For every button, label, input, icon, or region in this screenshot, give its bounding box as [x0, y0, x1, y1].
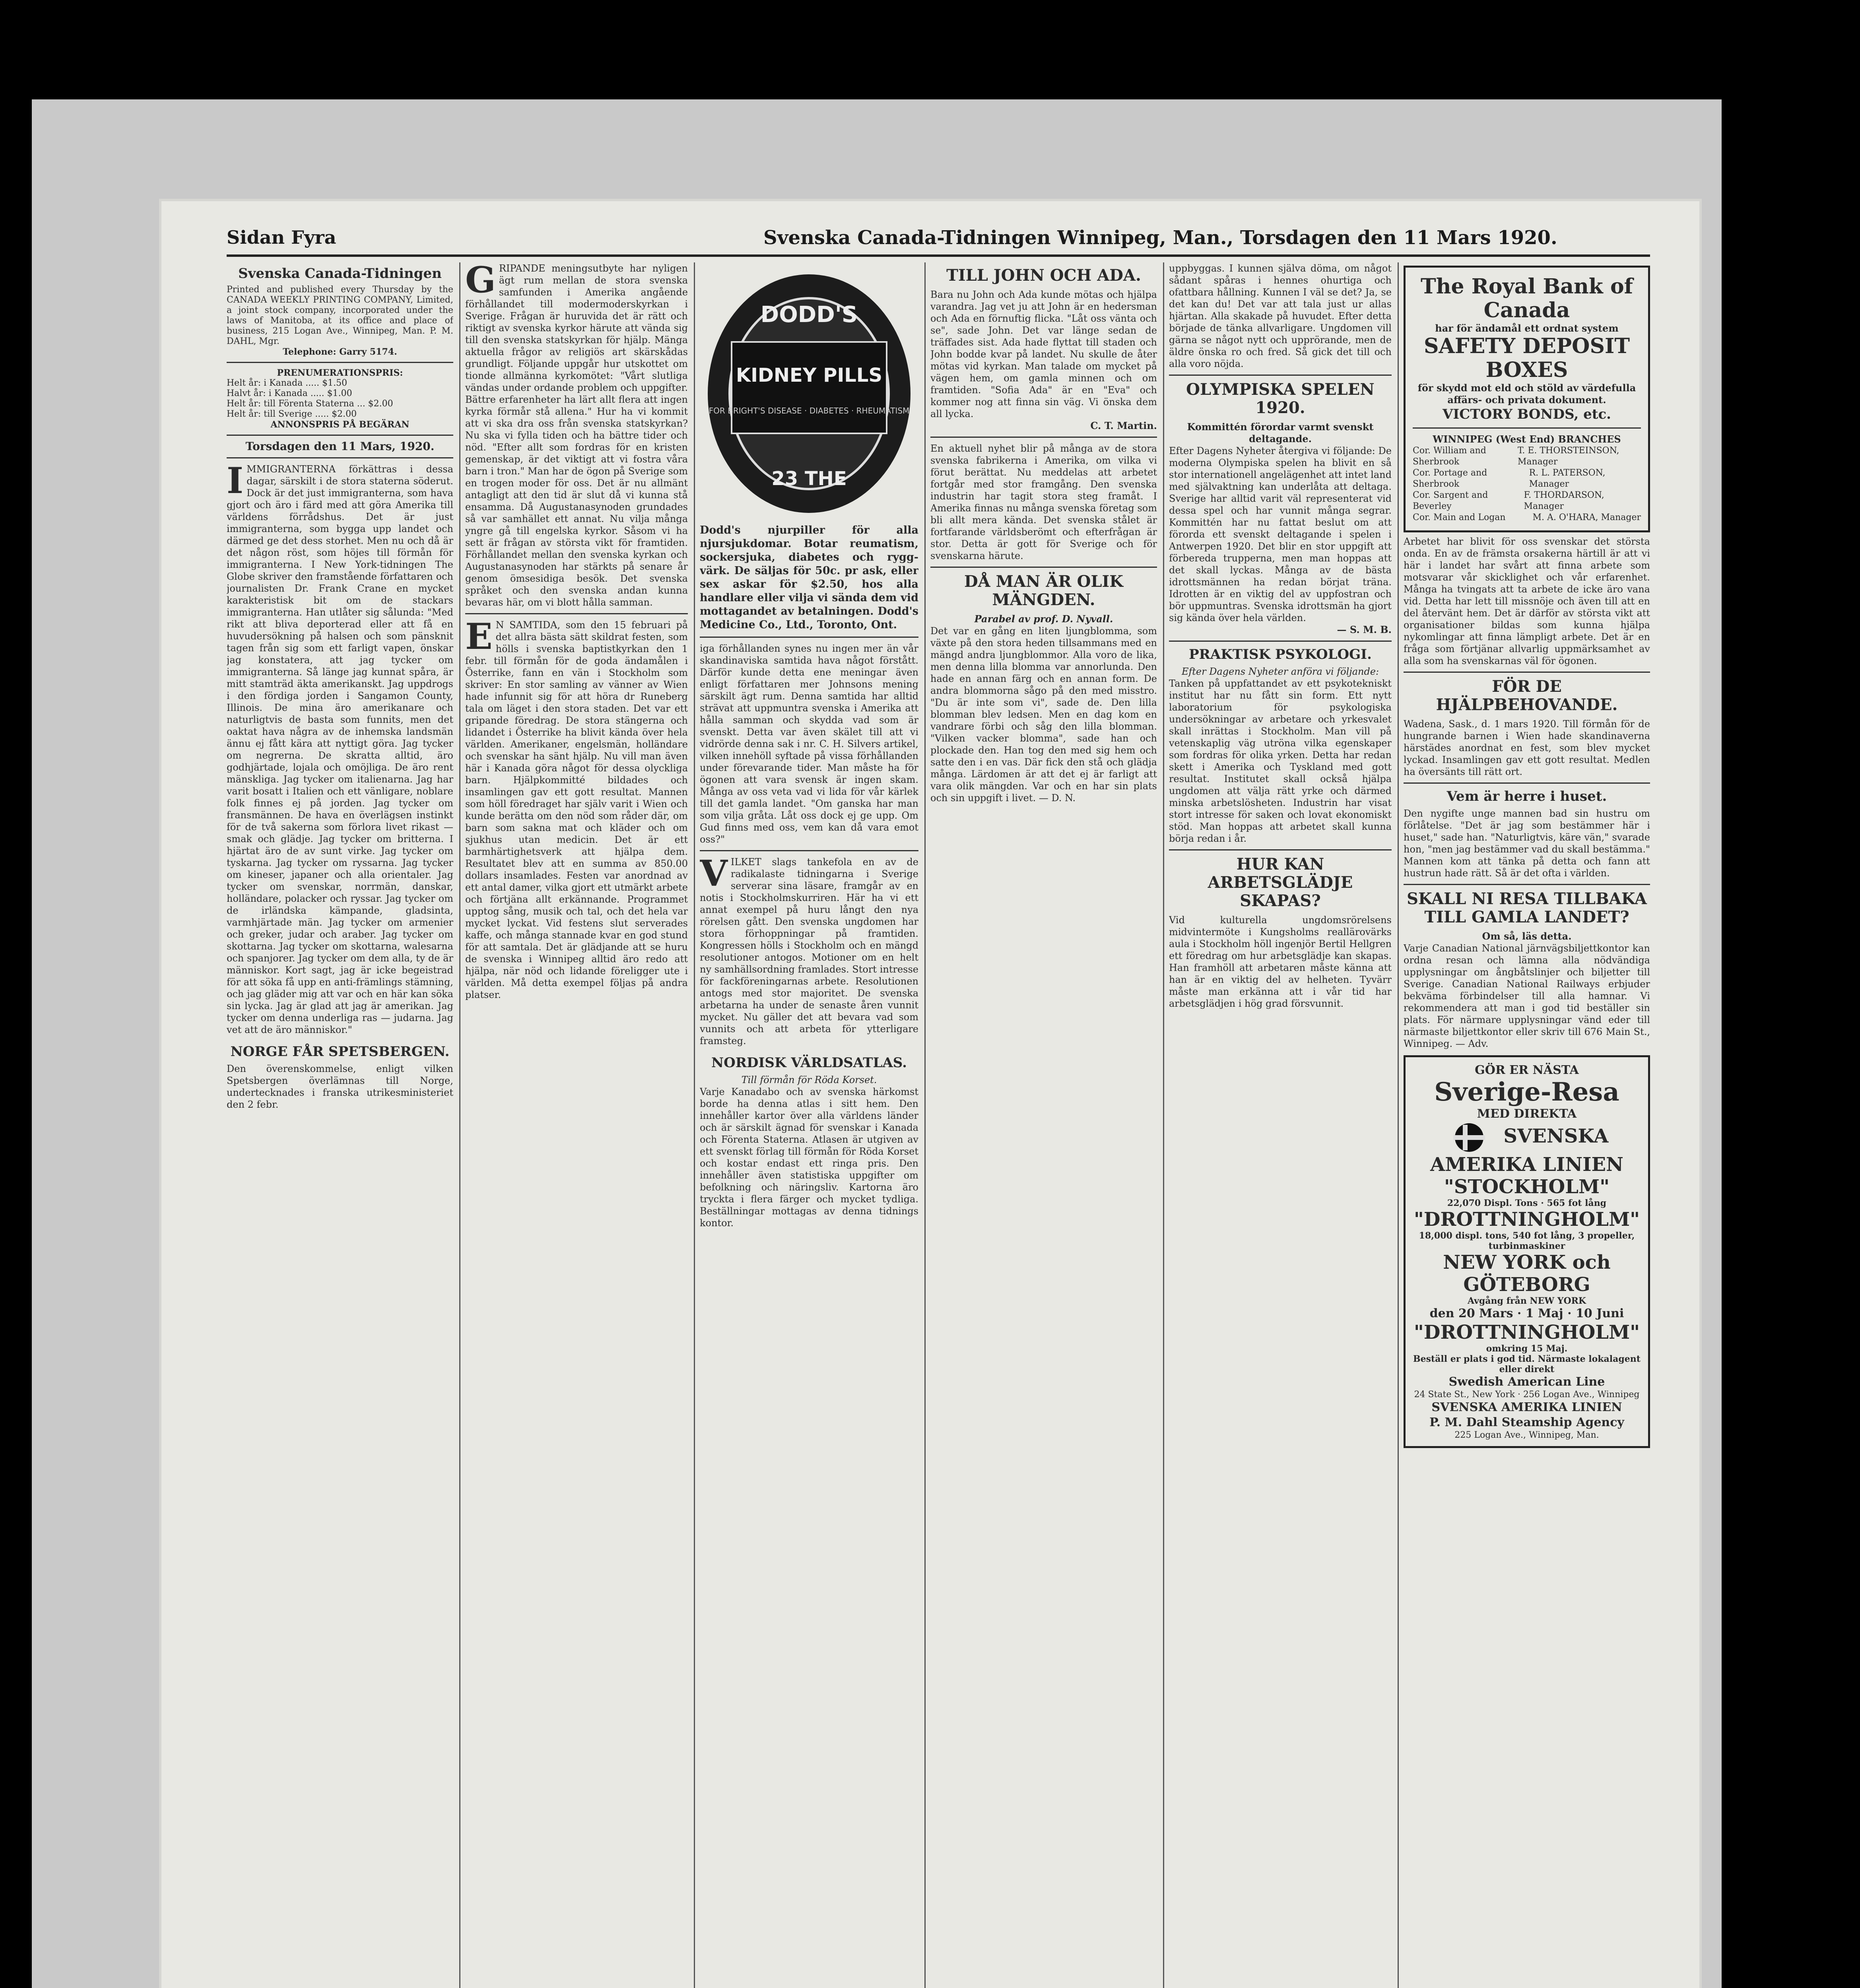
- article-body: Bara nu John och Ada kunde mötas och hjälpa varandra. Jag vet ju att John är en hedersman och Ada en förnuftig flicka. "Låt oss vänta och se", sade John. Det var länge sedan de träffades sist. Ada hade flyttat till staden och John bodde kvar på landet. Nu skulle de åter mötas vid kyrkan. Man talade om mycket på vägen hem, om gamla minnen och om framtiden. "Sofia Ada" är en "Eva" och kommer nog att finna sin väg. Vi önska dem all lycka.: [930, 289, 1157, 419]
- column-5: [1169, 262, 1392, 1988]
- subs-line: Halvt år: i Kanada ..... $1.00: [227, 388, 352, 398]
- ad-price: 23 THE: [771, 468, 847, 490]
- newspaper-page: [159, 199, 1702, 1988]
- ship-info: omkring 15 Maj.: [1486, 1343, 1568, 1354]
- route-sub: Avgång från NEW YORK: [1467, 1296, 1586, 1306]
- article: [465, 615, 688, 1001]
- article-body: Det var en gång en liten ljungblomma, som växte på den stora heden tillsammans med en mängd andra ljungblommor. Alla voro de lika, men denna lilla blomma var annorlunda. Den hade en annan färg och en annan form. De andra blommorna sågo på den med misstro. "Du är inte som vi", sade de. Den lilla blomman blev ledsen. Men en dag kom en vandrare förbi och såg den lilla blomman. "Vilken vacker blomma", sade han och plockade den. Han tog den med sig hem och satte den i en vas. Där fick den stå och glädja många. Lärdomen är att det ej är farligt att vara olik mängden. Var och en har sin plats och sin uppgift i livet. — D. N.: [930, 625, 1157, 804]
- agency: SVENSKA AMERIKA LINIEN: [1431, 1400, 1622, 1414]
- article-body: N SAMTIDA, som den 15 februari på det allra bästa sätt skildrat festen, som hölls i svenska baptistkyrkan den 1 febr. till förmån för de goda ändamålen i Österrike, fann en vän i Stockholm som skriver: En stor samling av vänner av Wien hade infunnit sig för att höra dr Runeberg tala om läget i den stora staden. Det var ett gripande föredrag. De stora stängerna och lidandet i Österrike ha blivit kända över hela världen. Amerikaner, engelsmän, holländare och svenskar ha sänt hjälp. Nu vill man även här i Kanada göra något för dessa olyckliga barn. Hjälpkommitté bildades och insamlingen gav ett gott resultat. Mannen som höll föredraget har själv varit i Wien och kunde berätta om den nöd som råder där, om barn som sakna mat och kläder och om sjukhus utan medicin. Det är ett barmhärtighetsverk att hjälpa dem. Resultatet blev att en summa av 850.00 dollars insamlades. Festen var anordnad av ett antal damer, vilka gjort ett utmärkt arbete och förtjäna allt erkännande. Programmet upptog sång, musik och tal, och det hela var mycket lyckat. Vid festens slut serverades kaffe, och många stannade kvar en god stund för att samtala. Det är glädjande att se huru de svenska i Winnipeg alltid äro redo att hjälpa, när nöd och lidande föreligger ute i världen. Må detta exempel följas på andra platser.: [465, 619, 688, 1000]
- article-subtitle: Till förmån för Röda Korset.: [741, 1074, 877, 1085]
- article-subtitle: Kommittén förordar varmt svenskt deltagande.: [1187, 421, 1374, 445]
- ads-heading: ANNONSPRIS PÅ BEGÄRAN: [270, 419, 410, 430]
- branches-title: WINNIPEG (West End) BRANCHES: [1433, 433, 1621, 445]
- branch-row: Cor. William and Sherbrook T. E. THORSTEINSON, Manager: [1413, 446, 1619, 467]
- ship-med: MED DIREKTA: [1477, 1107, 1577, 1121]
- royal-bank-ad: [1404, 266, 1650, 532]
- column-4: [930, 262, 1157, 1988]
- dropcap: V: [700, 852, 728, 895]
- article-title: SKALL NI RESA TILLBAKA TILL GAMLA LANDET?: [1407, 889, 1647, 926]
- ship-name: "DROTTNINGHOLM": [1413, 1321, 1640, 1343]
- ad-ring: FOR BRIGHT'S DISEASE · DIABETES · RHEUMATISM: [709, 406, 910, 415]
- bank-name: The Royal Bank of Canada: [1421, 274, 1633, 322]
- article-title: DÅ MAN ÄR OLIK MÄNGDEN.: [964, 572, 1124, 609]
- ad-name: KIDNEY PILLS: [736, 364, 883, 386]
- branches-list: [1413, 445, 1641, 523]
- subs-line: Helt år: i Kanada ..... $1.50: [227, 378, 348, 388]
- article-body: MMIGRANTERNA förkättras i dessa dagar, särskilt i de stora staterna söderut. Dock är det just immigranterna, som hava gjort och äro i färd med att göra Amerika till världens förrådshus. Det är just immigranterna, som bygga upp landet och därmed ge det dess storhet. Men nu och då är det någon röst, som höjes till förmån för immigranterna. I New York-tidningen The Globe skriver den framstående författaren och journalisten Dr. Frank Crane en mycket karakteristisk bit om de stackars immigranterna. Han utlåter sig sålunda: "Med rikt att bliva deporterad eller att få en huvudersökning på halsen och som pänsknit tagen från sig som ett farligt vapen, önskar jag konstatera, att jag tycker om immigranterna. Så länge jag kunnat spåra, är mitt stamträd äkta amerikanskt. Jag uppdrogs i den fördiga jorden i Sangamon County, Illinois. De mina äro amerikanare och naturligtvis de basta som funnits, men det oaktat hava några av de inhemska landsmän ännu ej fått kära att nyttigt göra. Jag tycker om negrerna. De skratta alltid, äro godhjärtade, lojala och omöjliga. De äro rent mänskliga. Jag tycker om italienarna. Jag har varit bosatt i Italien och ett vänligare, noblare folk finnes ej på jorden. Jag tycker om fransmännen. De hava en överlägsen instinkt för de två sakerna som förlora livet rikast — smak och glädje. Jag tycker om britterna. I hjärtat äro de av sunt virke. Jag tycker om tyskarna. Jag tycker om ryssarna. Jag tycker om kineser, japaner och alla orientaler. Jag tycker om svenskar, norrmän, danskar, holländare, polacker och ryssar. Jag tycker om de irländska kämpande, gladsinta, varmhjärtade män. Jag tycker om armenier och greker, judar och araber. Jag tycker om skottarna. Jag tycker om skottarna, walesarna och spanjorer. Jag tycker om dem alla, ty de är människor. Kort sagt, jag är icke begeistrad för att söka få upp en anti-främlings stämning, och jag gläder mig att var och en här kan söka sin lycka. Jag är glad att jag är amerikan. Jag tycker om denna underliga ras — judarna. Jag vet att de äro människor.": [227, 464, 453, 1035]
- page-label: Sidan Fyra: [227, 227, 336, 248]
- article: [465, 262, 688, 608]
- article-body: Den nygifte unge mannen bad sin hustru om förlåtelse. "Det är jag som bestämmer här i huset," sade han. "Naturligtvis, käre vän," svarade hon, "men jag bestämmer vad du skall bestämma." Mannen kom att tänka på detta och fann att hustrun hade rätt. Så är det ofta i världen.: [1404, 808, 1650, 879]
- agency-addr: 225 Logan Ave., Winnipeg, Man.: [1454, 1430, 1599, 1440]
- article-subtitle: Parabel av prof. D. Nyvall.: [974, 613, 1113, 625]
- page-header: [227, 223, 1650, 257]
- dateline: Torsdagen den 11 Mars, 1920.: [245, 440, 435, 453]
- article-title: NORGE FÅR SPETSBERGEN.: [230, 1044, 450, 1060]
- article-body: Arbetet har blivit för oss svenskar det största onda. En av de främsta orsakerna härtill är att vi här i landet har svårt att finna arbete som motsvarar vår skicklighet och vår erfarenhet. Många ha tvingats att ta arbete de icke äro vana vid. Detta har lett till missnöje och även till att en del återvänt hem. Det är därför av största vikt att organisationer bildas som kunna hjälpa nykomlingar att finna lämpligt arbete. Det är en fråga som förtjänar allvarlig uppmärksamhet av alla som ha svenskarnas väl för ögonen.: [1404, 536, 1650, 666]
- flag-icon: [1445, 1122, 1493, 1153]
- masthead-line: Svenska Canada-Tidningen Winnipeg, Man., Torsdagen den 11 Mars 1920.: [763, 227, 1557, 249]
- article-body: iga förhållanden synes nu ingen mer än vår skandinaviska samtida hava något förstått. Därför kunde detta ene meningar även enligt författaren mer Johnsons mening särskilt ägt rum. Denna samtida har alltid strävat att uppmuntra svenska i Amerika att hålla samman och skydda vad som är svenskt. Detta var även skälet till att vi vidrörde denna sak i nr. C. H. Silvers artikel, vilken innehöll syftade på vissa förhållanden under förevarande tider. Man måste ha för ögonen att vara svensk är ingen skam. Många av oss veta vad vi lida för vår kärlek till det gamla landet. "Om ganska har man som vilja gråta. Låt oss dock ej ge upp. Om Gud finns med oss, vem kan då vara emot oss?": [700, 643, 918, 845]
- article-body: Efter Dagens Nyheter återgiva vi följande: De moderna Olympiska spelen ha blivit en så stor internationell angelägenhet att intet land med självaktning kan underlåta att deltaga. Sverige har alltid varit väl representerat vid dessa spel och har vunnit många segrar. Kommittén har nu fattat beslut om att förorda ett svenskt deltagande i spelen i Antwerpen 1920. Det blir en stor uppgift att förbereda trupperna, men man hoppas att det skall lyckas. Många av de bästa idrottsmännen ha redan börjat träna. Idrotten är en viktig del av uppfostran och bör uppmuntras. Svenska idrottsmän ha gjort sig kända över hela världen.: [1169, 445, 1392, 623]
- column-1: [227, 262, 453, 1988]
- article: [700, 852, 918, 1047]
- kidney-pills-box-image: [700, 262, 918, 521]
- article-body: RIPANDE meningsutbyte har nyligen ägt rum mellan de stora svenska samfunden i Amerika angående förhållandet till modermoderskyrkan i Sverige. Frågan är huruvida det är rätt och riktigt av svenska kyrkor härute att vända sig till den svenska statskyrkan för hjälp. Mänga aktuella frågor av religiös art skärskådas grundligt. Följande uppgår hur utskottet om tionde allmänna kyrkomötet: "Vårt slutliga vändas under ordande problem och uppgifter. Bättre erfarenheter ha lärt allt flera att ingen kyrka förmår stå allena." Hur ha vi kommit att vi ska dra oss från svenska statskyrkan? Nu ska vi fylla tiden och ha bättre tider och nöd. "Efter allt som fordras för en kristen gemenskap, är det viktigt att vi fostra våra barn i tron." Man har de ögon på Sverige som en trogen moder för oss. Det är nu allmänt antagligt att den tid är slut då vi kunna stå ensamma. Då Augustanasynoden grundades så var samhället ett annat. Nu vilja många yngre gå till engelska kyrkor. Såsom vi ha sett är frågan av största vikt för framtiden. Förhållandet mellan den svenska kyrkan och Augustanasynoden har stärkts på senare år genom ömsesidiga besök. Det svenska språket och den svenska andan kunna bevaras här, om vi blott hålla samman.: [465, 263, 688, 608]
- agency: P. M. Dahl Steamship Agency: [1429, 1415, 1624, 1429]
- branch-row: Cor. Sargent and Beverley F. THORDARSON, Manager: [1413, 490, 1604, 511]
- sailings: den 20 Mars · 1 Maj · 10 Juni: [1429, 1307, 1624, 1320]
- line-name: SVENSKA AMERIKA LINIEN: [1411, 1122, 1643, 1176]
- agency: Swedish American Line: [1448, 1375, 1605, 1389]
- ad-body: Dodd's njurpiller för alla njursjukdomar. Botar reumatism, sockersjuka, diabetes och rygg-värk. De säljas för 50c. pr ask, eller sex askar för $2.50, hos alla handlare eller vilja vi sända dem vid mottagandet av betalningen. Dodd's Medicine Co., Ltd., Toronto, Ont.: [700, 524, 918, 631]
- bank-sub: för skydd mot eld och stöld av värdefulla affärs- och privata dokument.: [1417, 382, 1636, 406]
- article-title: FÖR DE HJÄLPBEHOVANDE.: [1436, 677, 1618, 714]
- route: NEW YORK och GÖTEBORG: [1443, 1251, 1611, 1296]
- bank-headline: SAFETY DEPOSIT BOXES: [1423, 334, 1630, 382]
- ship-info: 22,070 Displ. Tons · 565 fot lång: [1447, 1198, 1607, 1208]
- bank-tagline: har för ändamål ett ordnat system: [1435, 322, 1619, 334]
- editorial-article: [227, 460, 453, 1036]
- article-title: PRAKTISK PSYKOLOGI.: [1189, 646, 1372, 662]
- article-subtitle: Om så, läs detta.: [1482, 930, 1572, 942]
- column-6: [1404, 262, 1650, 1988]
- article-subtitle: Efter Dagens Nyheter anföra vi följande:: [1181, 666, 1379, 677]
- column-rule: [1163, 262, 1164, 1988]
- ad-top-text: DODD'S: [760, 302, 858, 328]
- article-body: Varje Canadian National järnvägsbiljettkontor kan ordna resan och lämna alla nödvändiga upplysningar om ångbåtslinjer och biljetter till Sverige. Canadian National Railways erbjuder bekväma förbindelser till alla hamnar. Vi rekommendera att man i god tid beställer sin plats. För närmare upplysningar vänd eder till närmaste biljettkontor eller skriv till 676 Main St., Winnipeg. — Adv.: [1404, 943, 1650, 1049]
- subs-line: Helt år: till Sverige ..... $2.00: [227, 409, 357, 419]
- publisher-info: Printed and published every Thursday by the CANADA WEEKLY PRINTING COMPANY, Limited, a joint stock company, incorporated under the laws of Manitoba, at its office and place of business, 215 Logan Ave., Winnipeg, Man. P. M. DAHL, Mgr.: [227, 285, 453, 346]
- branch-row: Cor. Main and Logan M. A. O'HARA, Manager: [1413, 513, 1641, 522]
- column-rule: [924, 262, 926, 1988]
- article-body: ILKET slags tankefola en av de radikalaste tidningarna i Sverige serverar sina läsare, framgår av en notis i Stockholmskurriren. Här ha vi ett annat exempel på huru långt den nya rörelsen gått. Den svenska ungdomen har stora förhoppningar på framtiden. Kongressen hölls i Stockholm och en mängd resolutioner antogos. Motioner om en helt ny samhällsordning framlades. Stort intresse för fackföreningarnas arbete. Resolutionen antogs med stor majoritet. De svenska arbetarna ha under de senaste åren vunnit mycket. Nu gäller det att bevara vad som vunnits och att arbeta för ytterligare framsteg.: [700, 856, 918, 1046]
- article-title: Vem är herre i huset.: [1446, 788, 1607, 804]
- article-body: En aktuell nyhet blir på många av de stora svenska fabrikerna i Amerika, om vilka vi förut berättat. Nu meddelas att arbetet fortgår med stor framgång. Den svenska industrin har tagit stora steg framåt. I Amerika finnas nu många svenska företag som bli allt mera kända. Det svenska stålet är fortfarande världsberömt och efterfrågan är stor. Detta är gott för Sverige och för svenskarna härute.: [930, 443, 1157, 561]
- telephone: Telephone: Garry 5174.: [283, 347, 397, 357]
- column-rule: [1398, 262, 1399, 1988]
- booking: Beställ er plats i god tid. Närmaste lokalagent eller direkt: [1413, 1354, 1641, 1375]
- ship-preheader: GÖR ER NÄSTA: [1475, 1063, 1579, 1077]
- article-body: Vid kulturella ungdomsrörelsens midvintermöte i Kungsholms reallärovärks aula i Stockholm höll ingenjör Bertil Hellgren ett föredrag om hur arbetsglädje kan skapas. Han framhöll att arbetaren måste känna att han är en viktig del av helheten. Tyvärr måste man erkänna att i vår tid har arbetsglädjen i hög grad försvunnit.: [1169, 914, 1392, 1009]
- dropcap: G: [465, 262, 496, 301]
- dropcap: E: [465, 615, 493, 658]
- sverige-resa-ad: [1404, 1055, 1650, 1448]
- article-body: uppbyggas. I kunnen själva döma, om något sådant spåras i hennes ohurtiga och ofattbara hållning. Kunnen I väl se det? Ja, se det kan du! Det var att tala just ur allas hjärtan. Alla skakade på huvudet. Efter detta började de tänka allvarligare. Ungdomen vill gärna se något nytt och upprörande, men de äldre önska ro och fred. Så gick det till och alla voro nöjda.: [1169, 263, 1392, 369]
- subs-heading: PRENUMERATIONSPRIS:: [277, 368, 403, 378]
- ship-name: "DROTTNINGHOLM": [1413, 1208, 1640, 1231]
- article-title: HUR KAN ARBETSGLÄDJE SKAPAS?: [1208, 855, 1353, 910]
- ship-ad-title: Sverige-Resa: [1434, 1077, 1619, 1107]
- column-rule: [694, 262, 695, 1988]
- subs-line: Helt år: till Förenta Staterna ... $2.00: [227, 399, 393, 409]
- article-title: NORDISK VÄRLDSATLAS.: [711, 1055, 907, 1071]
- signature: C. T. Martin.: [1090, 420, 1157, 431]
- column-3: [700, 262, 918, 1988]
- ship-name: "STOCKHOLM": [1444, 1176, 1610, 1198]
- article-body: Tanken på uppfattandet av ett psykotekniskt institut har nu fått sin form. Ett nytt laboratorium för psykologiska undersökningar av arbetare och yrkesvalet skall inrättas i Stockholm. Man vill på vetenskaplig väg utröna vilka egenskaper som fordras för olika yrken. Detta har redan skett i Amerika och Tyskland med gott resultat. Institutet skall också hjälpa ungdomen att välja rätt yrke och därmed minska arbetslösheten. Industrin har visat stort intresse för saken och lovat ekonomiskt stöd. Man hoppas att arbetet skall kunna börja redan i år.: [1169, 678, 1392, 844]
- article-body: Varje Kanadabo och av svenska härkomst borde ha denna atlas i sitt hem. Den innehåller kartor över alla världens länder och är särskilt ägnad för svenskar i Kanada och Förenta Staterna. Atlasen är utgiven av ett svenskt förlag till förmån för Röda Korset och kostar endast ett ringa pris. Den innehåller även statistiska uppgifter om befolkning och näringsliv. Kartorna äro tryckta i flera färger och mycket tydliga. Beställningar mottagas av denna tidnings kontor.: [700, 1086, 918, 1229]
- bank-victory: VICTORY BONDS, etc.: [1442, 406, 1611, 422]
- paper-title: Svenska Canada-Tidningen: [238, 266, 442, 282]
- branch-row: Cor. Portage and Sherbrook R. L. PATERSON, Manager: [1413, 468, 1606, 489]
- signature: — S. M. B.: [1337, 624, 1392, 635]
- dropcap: I: [227, 460, 244, 502]
- article-title: TILL JOHN OCH ADA.: [946, 266, 1141, 285]
- column-rule: [459, 262, 460, 1988]
- article-body: Wadena, Sask., d. 1 mars 1920. Till förmån för de hungrande barnen i Wien hade skandinaverna härstädes anordnat en fest, som blev mycket lyckad. Insamlingen gav ett gott resultat. Medlen ha översänts till rätt ort.: [1404, 718, 1650, 777]
- agency-addr: 24 State St., New York · 256 Logan Ave., Winnipeg: [1414, 1390, 1640, 1400]
- ship-info: 18,000 displ. tons, 540 fot lång, 3 propeller, turbinmaskiner: [1419, 1231, 1635, 1251]
- article-body: Den överenskommelse, enligt vilken Spetsbergen överlämnas till Norge, undertecknades i franska utrikesministeriet den 2 febr.: [227, 1063, 453, 1110]
- column-2: [465, 262, 688, 1988]
- article-title: OLYMPISKA SPELEN 1920.: [1186, 380, 1375, 417]
